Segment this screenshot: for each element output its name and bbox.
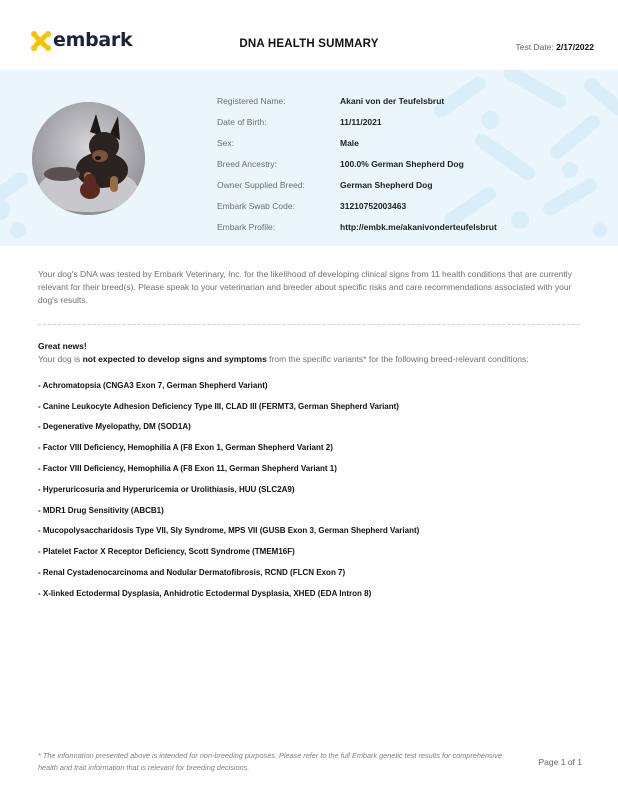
info-row-embark-profile [217,216,497,237]
info-value: 31210752003463 [340,200,407,211]
page-title: DNA HEALTH SUMMARY [239,38,379,50]
conditions-list [38,375,419,604]
info-label: Sex: [217,137,235,148]
info-label: Embark Swab Code: [217,200,295,211]
page-header [0,0,618,70]
logo-text: embark [53,29,133,51]
dog-profile-panel [0,70,618,246]
embark-profile-link[interactable]: http://embk.me/akanivonderteufelsbrut [340,221,497,232]
info-value: German Shepherd Dog [340,179,433,190]
dog-photo [32,102,145,215]
condition-item: - Achromatopsia (CNGA3 Exon 7, German Shepherd Variant) [38,380,268,390]
info-label: Date of Birth: [217,116,267,127]
condition-item: - Canine Leukocyte Adhesion Deficiency Type III, CLAD III (FERMT3, German Shepherd Variant) [38,401,399,411]
info-value: 100.0% German Shepherd Dog [340,158,464,169]
subline-pre: Your dog is [38,354,83,364]
info-value: Male [340,137,359,148]
condition-item: - Renal Cystadenocarcinoma and Nodular Dermatofibrosis, RCND (FLCN Exon 7) [38,568,346,578]
condition-item: - Degenerative Myelopathy, DM (SOD1A) [38,422,191,432]
info-label: Embark Profile: [217,221,276,232]
subline-bold: not expected to develop signs and symptoms [82,354,267,364]
test-date-value: 2/17/2022 [556,42,594,52]
condition-item: - MDR1 Drug Sensitivity (ABCB1) [38,505,164,515]
test-date [516,42,594,52]
info-label: Breed Ancestry: [217,158,278,169]
condition-item: - Platelet Factor X Receptor Deficiency, Scott Syndrome (TMEM16F) [38,547,295,557]
results-subline [38,354,529,364]
info-row-sex [217,132,497,153]
info-value: 11/11/2021 [340,116,382,127]
subline-post: from the specific variants* for the following breed-relevant conditions: [266,354,529,364]
condition-item: - Hyperuricosuria and Hyperuricemia or Urolithiasis, HUU (SLC2A9) [38,484,295,494]
condition-item: - Factor VIII Deficiency, Hemophilia A (F8 Exon 1, German Shepherd Variant 2) [38,443,333,453]
dog-info-list [217,90,497,237]
page-number: Page 1 of 1 [538,757,582,767]
condition-item: - Mucopolysaccharidosis Type VII, Sly Syndrome, MPS VII (GUSB Exon 3, German Shepherd Variant) [38,526,420,536]
info-row-breed-ancestry [217,153,497,174]
test-date-label: Test Date: [515,42,554,52]
info-row-registered-name [217,90,497,111]
condition-item: - X-linked Ectodermal Dysplasia, Anhidrotic Ectodermal Dysplasia, XHED (EDA Intron 8) [38,588,372,598]
info-value: Akani von der Teufelsbrut [340,95,445,106]
info-row-date-of-birth [217,111,497,132]
info-row-swab-code [217,195,497,216]
info-label: Owner Supplied Breed: [217,179,305,190]
intro-paragraph: Your dog's DNA was tested by Embark Veterinary, Inc. for the likelihood of developing clinical signs from 11 health conditions that are currently relevant for their breed(s). Please speak to your veterinarian and breeder about specific risks and care recommendations associated with your dog's results. [38,269,572,305]
section-divider [38,324,580,325]
footer-disclaimer: * The information presented above is intended for non-breeding purposes. Please refer to the full Embark genetic test results for comprehensive health and trait information that is relevant for breeding decisions. [38,751,503,772]
results-headline: Great news! [38,341,87,351]
info-row-owner-breed [217,174,497,195]
condition-item: - Factor VIII Deficiency, Hemophilia A (F8 Exon 11, German Shepherd Variant 1) [38,464,337,474]
info-label: Registered Name: [217,95,286,106]
